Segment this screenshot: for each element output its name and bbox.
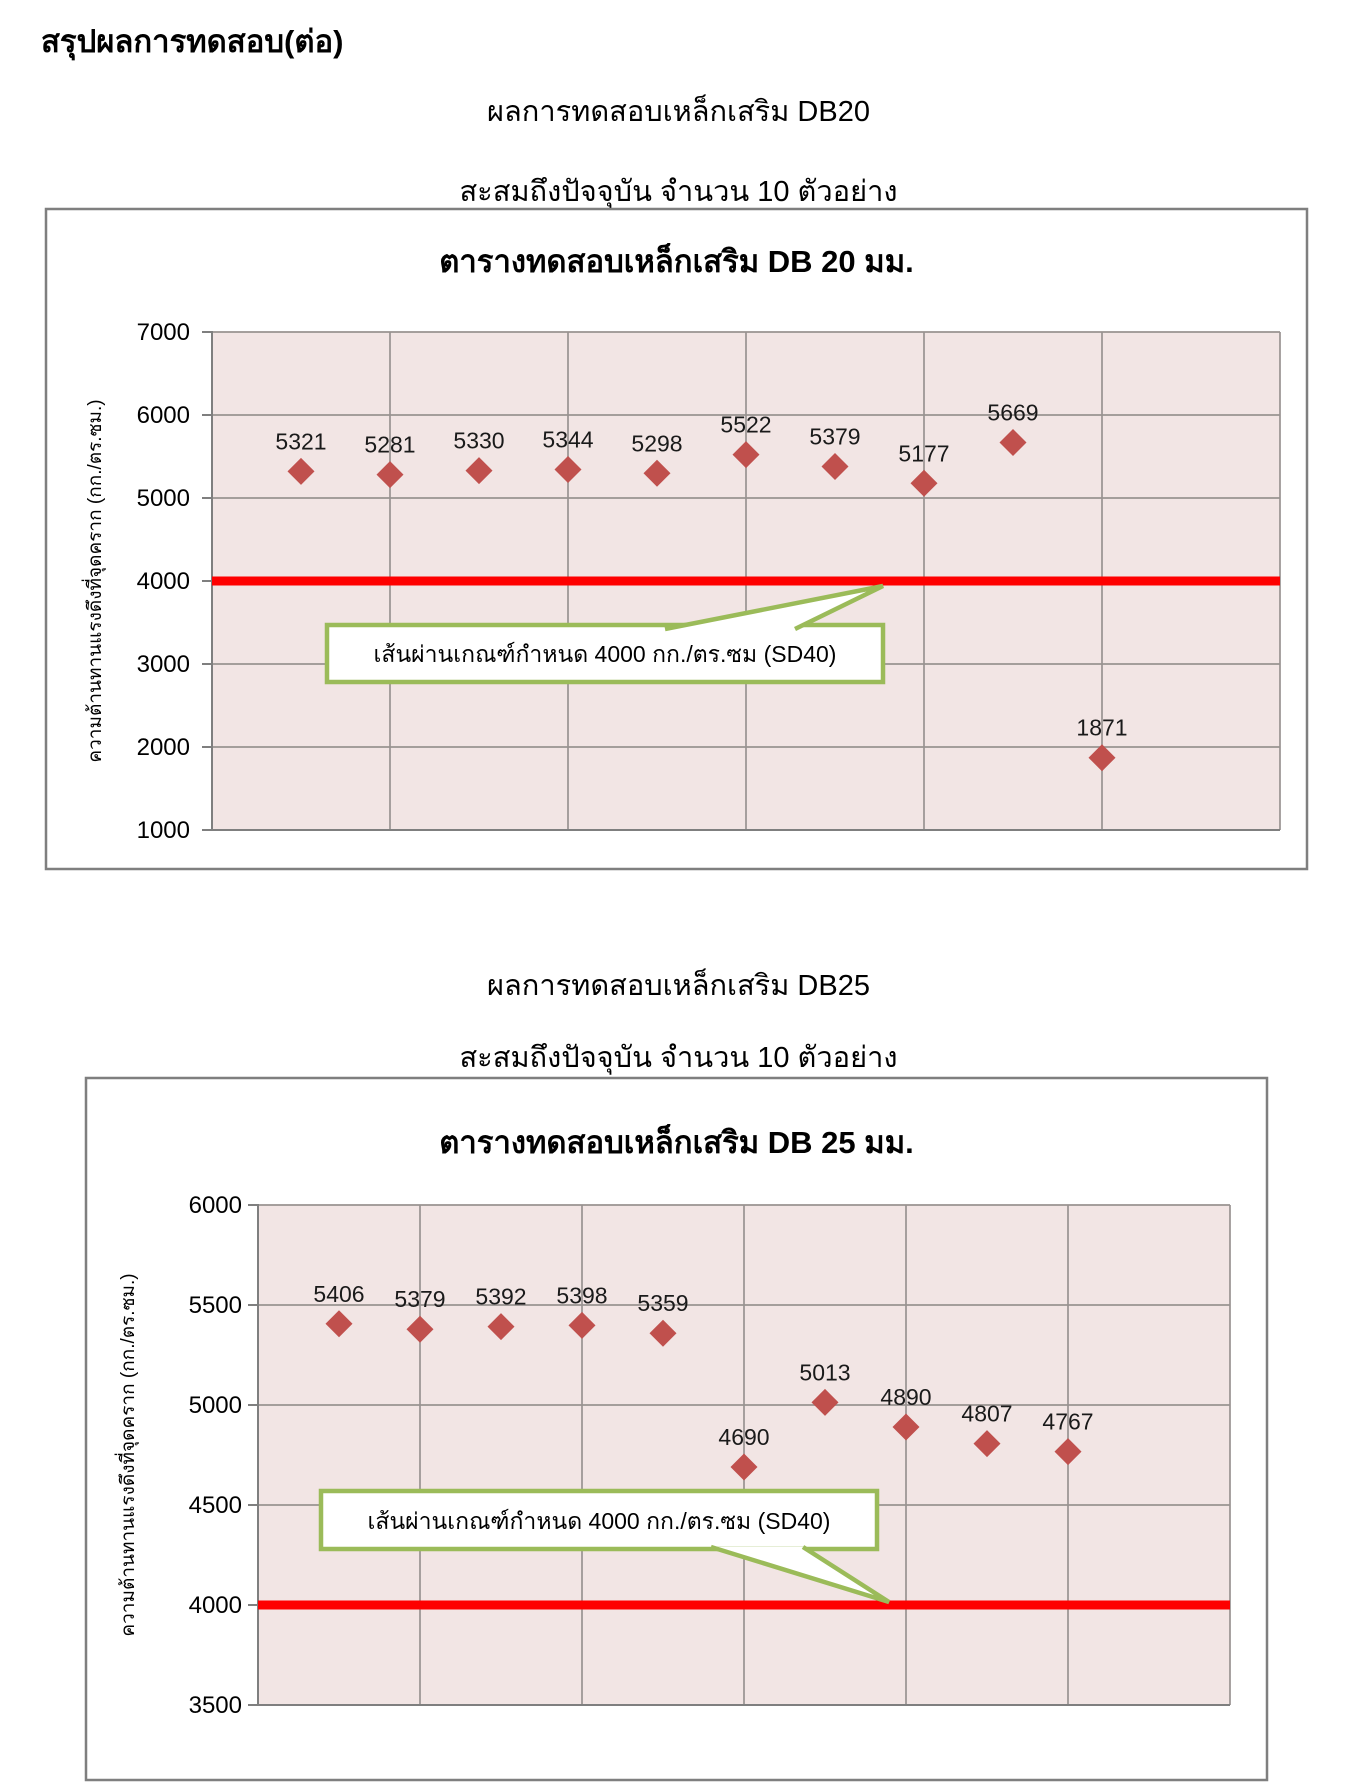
y-tick-label: 4000 — [188, 1592, 242, 1619]
y-tick-label: 3500 — [188, 1692, 242, 1719]
y-tick-label: 1000 — [136, 817, 190, 844]
data-point-label: 5177 — [898, 440, 950, 467]
data-point-label: 4890 — [880, 1384, 932, 1410]
data-point-label: 4690 — [718, 1424, 770, 1450]
data-point-label: 5398 — [556, 1282, 608, 1309]
section1-header-line2: สะสมถึงปัจจุบัน จำนวน 10 ตัวอย่าง — [459, 176, 898, 208]
data-point-label: 1871 — [1076, 714, 1128, 741]
data-point-label: 5379 — [394, 1286, 446, 1313]
data-point-label: 5344 — [542, 426, 594, 453]
data-point-label: 5522 — [720, 411, 772, 438]
data-point-label: 5281 — [364, 431, 416, 458]
callout-label: เส้นผ่านเกณฑ์กำหนด 4000 กก./ตร.ซม (SD40) — [373, 641, 837, 667]
data-point-label: 5298 — [631, 430, 683, 457]
section2-header-line1: ผลการทดสอบเหล็กเสริม DB25 — [487, 970, 870, 1002]
chart-title: ตารางทดสอบเหล็กเสริม DB 25 มม. — [439, 1125, 914, 1160]
y-tick-label: 6000 — [188, 1192, 242, 1219]
data-point-label: 5321 — [275, 428, 327, 455]
y-tick-label: 4500 — [188, 1492, 242, 1519]
y-tick-label: 7000 — [136, 319, 190, 346]
y-tick-label: 3000 — [136, 651, 190, 678]
y-tick-label: 2000 — [136, 734, 190, 761]
page-title: สรุปผลการทดสอบ(ต่อ) — [41, 24, 344, 59]
callout-label: เส้นผ่านเกณฑ์กำหนด 4000 กก./ตร.ซม (SD40) — [367, 1508, 831, 1534]
y-axis-title: ความต้านทานแรงดึงที่จุดคราก (กก./ตร.ซม.) — [118, 1273, 139, 1637]
data-point-label: 5330 — [453, 427, 505, 454]
y-axis-title: ความต้านทานแรงดึงที่จุดคราก (กก./ตร.ซม.) — [85, 399, 106, 763]
data-point-label: 5379 — [809, 423, 861, 450]
data-point-label: 5359 — [637, 1290, 689, 1317]
data-point-label: 4807 — [961, 1400, 1013, 1427]
section1-header-line1: ผลการทดสอบเหล็กเสริม DB20 — [487, 96, 870, 128]
data-point-label: 5406 — [313, 1280, 365, 1307]
y-tick-label: 5000 — [188, 1392, 242, 1419]
y-tick-label: 4000 — [136, 568, 190, 595]
section2-header-line2: สะสมถึงปัจจุบัน จำนวน 10 ตัวอย่าง — [459, 1042, 898, 1074]
chart-title: ตารางทดสอบเหล็กเสริม DB 20 มม. — [439, 244, 914, 279]
y-tick-label: 5500 — [188, 1292, 242, 1319]
data-point-label: 4767 — [1042, 1408, 1094, 1435]
data-point-label: 5013 — [799, 1359, 851, 1386]
y-tick-label: 5000 — [136, 485, 190, 512]
y-tick-label: 6000 — [136, 402, 190, 429]
data-point-label: 5392 — [475, 1283, 527, 1310]
data-point-label: 5669 — [987, 399, 1039, 426]
